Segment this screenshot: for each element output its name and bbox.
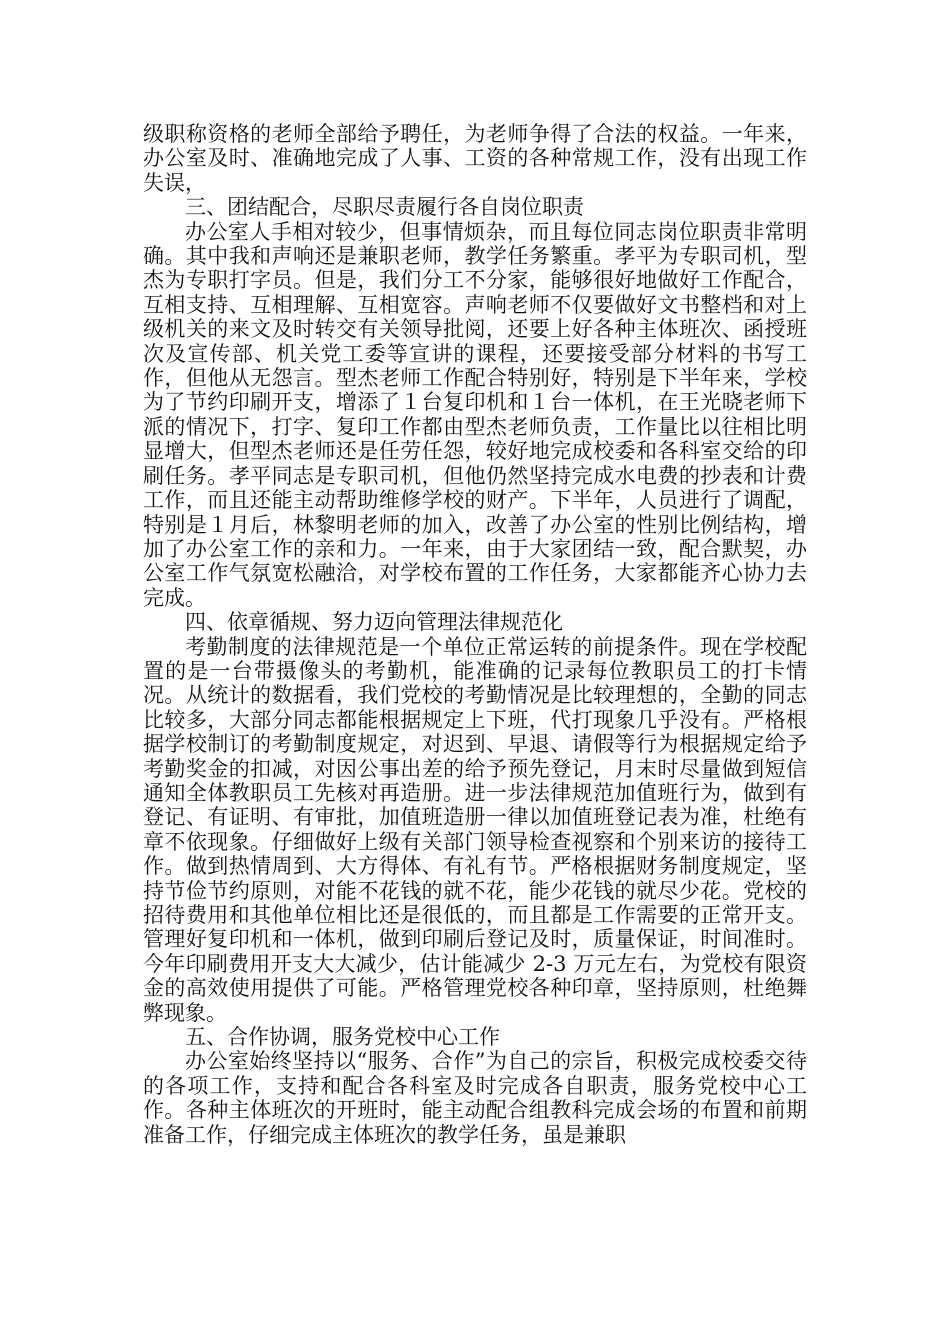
section-heading-5: 五、合作协调，服务党校中心工作	[185, 1025, 500, 1050]
paragraph-teamwork: 办公室人手相对较少，但事情烦杂，而且每位同志岗位职责非常明确。其中我和声响还是兼职老师，教学任务繁重。孝平为专职司机，型杰为专职打字员。但是，我们分工不分家，能够很好地做好工作配合，互相支持、互相理解、互相宽容。声响老师不仅要做好文书整档和对上级机关的来文及时转交有关领导批阅，还要上好各种主体班次、函授班次及宣传部、机关党工委等宣讲的课程，还要接受部分材料的书写工作，但他从无怨言。型杰老师工作配合特别好，特别是下半年来，学校为了节约印刷开支，增添了１台复印机和１台一体机，在王光晓老师下派的情况下，打字、复印工作都由型杰老师负责，工作量比以往相比明显增大，但型杰老师还是任劳任怨，较好地完成校委和各科室交给的印刷任务。孝平同志是专职司机，但他仍然坚持完成水电费的抄表和计费工作，而且还能主动帮助维修学校的财产。下半年，人员进行了调配，特别是１月后，林黎明老师的加入，改善了办公室的性别比例结构，增加了办公室工作的亲和力。一年来，由于大家团结一致，配合默契，办公室工作气氛宽松融洽，对学校布置的工作任务，大家都能齐心协力去完成。	[143, 219, 807, 610]
document-page	[143, 122, 807, 1147]
paragraph-continued: 级职称资格的老师全部给予聘任，为老师争得了合法的权益。一年来，办公室及时、准确地完成了人事、工资的各种常规工作，没有出现工作失误，	[143, 122, 807, 195]
section-heading-4: 四、依章循规、努力迈向管理法律规范化	[185, 610, 563, 635]
paragraph-cooperation: 办公室始终坚持以“服务、合作”为自己的宗旨，积极完成校委交待的各项工作，支持和配合各科室及时完成各自职责，服务党校中心工作。各种主体班次的开班时，能主动配合组教科完成会场的布置和前期准备工作，仔细完成主体班次的教学任务，虽是兼职	[143, 1049, 807, 1147]
section-heading-3: 三、团结配合，尽职尽责履行各自岗位职责	[185, 195, 584, 220]
paragraph-regulations: 考勤制度的法律规范是一个单位正常运转的前提条件。现在学校配置的是一台带摄像头的考勤机，能准确的记录每位教职员工的打卡情况。从统计的数据看，我们党校的考勤情况是比较理想的，全勤的同志比较多，大部分同志都能根据规定上下班，代打现象几乎没有。严格根据学校制订的考勤制度规定，对迟到、早退、请假等行为根据规定给予考勤奖金的扣减，对因公事出差的给予预先登记，月末时尽量做到短信通知全体教职员工先核对再造册。进一步法律规范加值班行为，做到有登记、有证明、有审批，加值班造册一律以加值班登记表为准，杜绝有章不依现象。仔细做好上级有关部门领导检查视察和个别来访的接待工作。做到热情周到、大方得体、有礼有节。严格根据财务制度规定，坚持节俭节约原则，对能不花钱的就不花，能少花钱的就尽少花。党校的招待费用和其他单位相比还是很低的，而且都是工作需要的正常开支。管理好复印机和一体机，做到印刷后登记及时，质量保证，时间准时。今年印刷费用开支大大减少，估计能减少 2-3 万元左右，为党校有限资金的高效使用提供了可能。严格管理党校各种印章，坚持原则，杜绝舞弊现象。	[143, 634, 807, 1025]
